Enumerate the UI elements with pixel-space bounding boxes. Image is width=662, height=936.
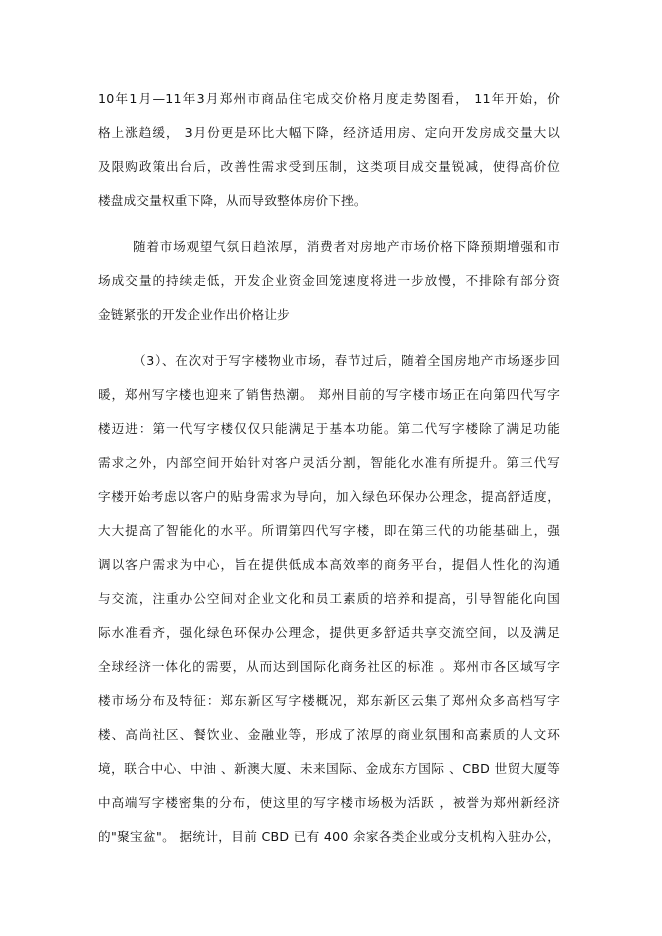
paragraph-2-line-1: 随着市场观望气氛日趋浓厚，消费者对房地产市场价格下降预期增强和市 [133,239,560,254]
paragraph-1-line-1: 10年1月—11年3月郑州市商品住宅成交价格月度走势图看， 11年开始，价 [98,91,560,106]
paragraph-3-line-4: 需求之外，内部空间开始针对客户灵活分割，智能化水准有所提升。第三代写 [98,455,560,470]
paragraph-3-line-9: 际水准看齐，强化绿色环保办公理念，提供更多舒适共享交流空间，以及满足 [98,625,560,640]
paragraph-3-line-11: 楼市场分布及特征：郑东新区写字楼概况，郑东新区云集了郑州众多高档写字 [98,693,560,708]
paragraph-1-line-2: 格上涨趋缓， 3月份更是环比大幅下降，经济适用房、定向开发房成交量大以 [98,125,560,140]
paragraph-3-line-3: 楼迈进：第一代写字楼仅仅只能满足于基本功能。第二代写字楼除了满足功能 [98,421,560,436]
paragraph-1-line-4: 楼盘成交量权重下降，从而导致整体房价下挫。 [98,193,367,208]
paragraph-3-line-12: 楼、高尚社区、餐饮业、金融业等，形成了浓厚的商业氛围和高素质的人文环 [98,727,560,742]
paragraph-3-line-10: 全球经济一体化的需要，从而达到国际化商务社区的标准 。郑州市各区域写字 [98,659,560,674]
paragraph-2-line-3: 金链紧张的开发企业作出价格让步 [98,307,290,322]
paragraph-3-line-6: 大大提高了智能化的水平。所谓第四代写字楼，即在第三代的功能基础上，强 [98,523,560,538]
paragraph-3-line-2: 暖，郑州写字楼也迎来了销售热潮。 郑州目前的写字楼市场正在向第四代写字 [98,387,560,402]
paragraph-3-line-5: 字楼开始考虑以客户的贴身需求为导向，加入绿色环保办公理念，提高舒适度， [98,489,560,504]
paragraph-3-line-1: （3）、在次对于写字楼物业市场，春节过后，随着全国房地产市场逐步回 [133,353,560,368]
paragraph-3-line-13: 境，联合中心、中油 、新澳大厦、未来国际、金成东方国际 、CBD 世贸大厦等 [98,761,560,776]
paragraph-3-line-8: 与交流，注重办公空间对企业文化和员工素质的培养和提高，引导智能化向国 [98,591,560,606]
paragraph-1-line-3: 及限购政策出台后，改善性需求受到压制，这类项目成交量锐减，使得高价位 [98,159,560,174]
paragraph-2-line-2: 场成交量的持续走低，开发企业资金回笼速度将进一步放慢，不排除有部分资 [98,273,560,288]
paragraph-3-line-15: 的"聚宝盆"。 据统计，目前 CBD 已有 400 余家各类企业或分支机构入驻办公， [98,829,560,844]
paragraph-3-line-7: 调以客户需求为中心，旨在提供低成本高效率的商务平台，提倡人性化的沟通 [98,557,560,572]
paragraph-3-line-14: 中高端写字楼密集的分布，使这里的写字楼市场极为活跃 ，被誉为郑州新经济 [98,795,560,810]
